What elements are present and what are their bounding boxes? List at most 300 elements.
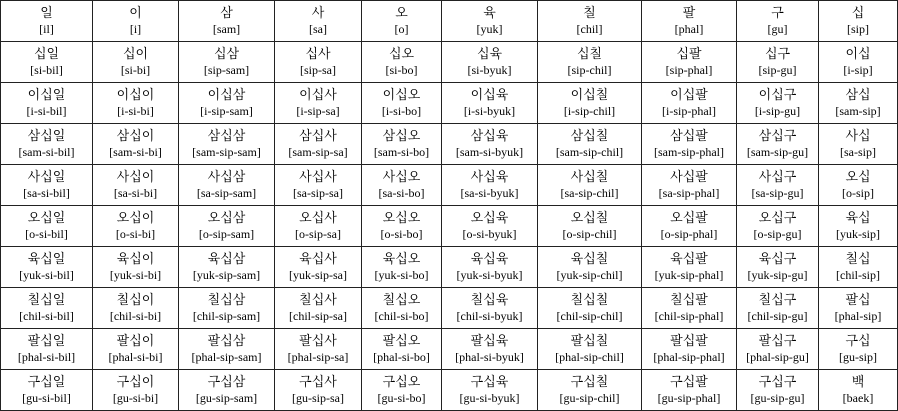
number-cell (538, 1, 642, 42)
number-cell (538, 42, 642, 83)
romanization: [yuk-si-bo] (374, 267, 429, 282)
hangul-numeral: 육십육 (470, 251, 509, 267)
number-cell (538, 370, 642, 411)
hangul-numeral: 삼십육 (470, 128, 509, 144)
hangul-numeral: 이십이 (116, 87, 155, 103)
number-cell (442, 1, 538, 42)
hangul-numeral: 백 (851, 374, 865, 390)
hangul-numeral: 오십일 (27, 210, 66, 226)
romanization: [sam-sip-sa] (288, 144, 348, 159)
hangul-numeral: 삼십이 (116, 128, 155, 144)
number-cell (538, 247, 642, 288)
romanization: [chil-sip-sam] (192, 308, 261, 323)
hangul-numeral: 팔십오 (382, 333, 421, 349)
hangul-numeral: 구십오 (382, 374, 421, 390)
romanization: [phal-si-bi] (108, 349, 163, 364)
romanization: [sip-chil] (567, 62, 612, 77)
hangul-numeral: 구십삼 (207, 374, 246, 390)
number-cell (362, 370, 442, 411)
number-cell (642, 247, 737, 288)
hangul-numeral: 육십 (845, 210, 871, 226)
number-cell (275, 165, 362, 206)
number-cell (93, 206, 179, 247)
number-cell (642, 124, 737, 165)
number-cell (362, 42, 442, 83)
number-cell (642, 206, 737, 247)
hangul-numeral: 이십삼 (207, 87, 246, 103)
hangul-numeral: 팔십육 (470, 333, 509, 349)
hangul-numeral: 팔십삼 (207, 333, 246, 349)
number-cell (442, 329, 538, 370)
number-cell (1, 288, 93, 329)
hangul-numeral: 구 (771, 5, 784, 21)
hangul-numeral: 칠십사 (299, 292, 337, 308)
table-row (1, 288, 898, 329)
romanization: [sam-sip-phal] (654, 144, 724, 159)
number-cell (819, 370, 898, 411)
romanization: [phal-sip] (834, 308, 882, 323)
hangul-numeral: 이십오 (382, 87, 421, 103)
hangul-numeral: 이십육 (470, 87, 509, 103)
romanization: [phal-sip-gu] (746, 349, 809, 364)
number-cell (1, 42, 93, 83)
hangul-numeral: 칠십일 (27, 292, 66, 308)
hangul-numeral: 사십칠 (570, 169, 609, 185)
romanization: [sa-sip] (840, 144, 876, 159)
number-cell (819, 165, 898, 206)
romanization: [baek] (842, 390, 874, 405)
number-cell (1, 165, 93, 206)
romanization: [phal] (674, 21, 704, 36)
number-cell (179, 1, 275, 42)
romanization: [o-si-bil] (25, 226, 68, 241)
romanization: [sam-si-bil] (18, 144, 75, 159)
romanization: [chil-si-bi] (109, 308, 162, 323)
hangul-numeral: 칠십삼 (207, 292, 246, 308)
number-cell (1, 370, 93, 411)
romanization: [si-byuk] (467, 62, 512, 77)
romanization: [phal-si-byuk] (455, 349, 524, 364)
romanization: [o-si-bi] (115, 226, 156, 241)
number-cell (362, 124, 442, 165)
romanization: [phal-sip-chil] (555, 349, 624, 364)
number-cell (93, 1, 179, 42)
number-cell (737, 1, 819, 42)
number-cell (179, 83, 275, 124)
number-cell (93, 370, 179, 411)
hangul-numeral: 칠십육 (470, 292, 509, 308)
hangul-numeral: 십일 (33, 46, 60, 62)
romanization: [phal-si-bo] (373, 349, 430, 364)
number-cell (179, 165, 275, 206)
table-row (1, 370, 898, 411)
number-cell (1, 206, 93, 247)
romanization: [si-bil] (30, 62, 63, 77)
hangul-numeral: 육 (483, 5, 496, 21)
hangul-numeral: 사십구 (758, 169, 797, 185)
romanization: [sip-sa] (300, 62, 336, 77)
hangul-numeral: 사십 (845, 128, 871, 144)
romanization: [yuk-sip-chil] (556, 267, 623, 282)
romanization: [sip-sam] (203, 62, 250, 77)
hangul-numeral: 십구 (764, 46, 791, 62)
number-cell (362, 206, 442, 247)
romanization: [i-si-byuk] (463, 103, 516, 118)
number-cell (642, 1, 737, 42)
romanization: [chil-si-byuk] (456, 308, 523, 323)
number-cell (737, 206, 819, 247)
romanization: [sam-sip] (835, 103, 881, 118)
number-cell (93, 165, 179, 206)
romanization: [yuk-si-bi] (109, 267, 162, 282)
romanization: [o-si-byuk] (462, 226, 517, 241)
table-row (1, 1, 898, 42)
hangul-numeral: 이십칠 (570, 87, 609, 103)
number-cell (819, 83, 898, 124)
romanization: [yuk-si-byuk] (456, 267, 523, 282)
romanization: [yuk-si-bil] (19, 267, 74, 282)
hangul-numeral: 삼십일 (27, 128, 66, 144)
romanization: [gu-sip-gu] (750, 390, 805, 405)
romanization: [sa-si-bo] (378, 185, 425, 200)
hangul-numeral: 팔십 (845, 292, 871, 308)
hangul-numeral: 이 (129, 5, 142, 21)
hangul-numeral: 오십구 (758, 210, 797, 226)
romanization: [sam-si-bi] (109, 144, 162, 159)
number-cell (819, 1, 898, 42)
hangul-numeral: 팔 (682, 5, 696, 21)
number-cell (275, 329, 362, 370)
number-cell (642, 329, 737, 370)
romanization: [gu] (767, 21, 788, 36)
romanization: [sam-sip-sam] (192, 144, 261, 159)
hangul-numeral: 삼십 (845, 87, 871, 103)
table-row (1, 329, 898, 370)
table-row (1, 124, 898, 165)
hangul-numeral: 삼십구 (758, 128, 797, 144)
hangul-numeral: 이십일 (27, 87, 66, 103)
number-cell (362, 329, 442, 370)
number-cell (442, 288, 538, 329)
hangul-numeral: 오십오 (382, 210, 421, 226)
hangul-numeral: 이십 (845, 46, 871, 62)
table-row (1, 83, 898, 124)
romanization: [o-sip-phal] (660, 226, 718, 241)
romanization: [gu-sip-sa] (292, 390, 344, 405)
table-row (1, 42, 898, 83)
hangul-numeral: 구십사 (299, 374, 337, 390)
hangul-numeral: 삼십사 (299, 128, 337, 144)
hangul-numeral: 사십팔 (670, 169, 708, 185)
romanization: [phal-sip-sa] (287, 349, 349, 364)
hangul-numeral: 구십 (845, 333, 871, 349)
table-body (1, 1, 898, 411)
number-cell (275, 247, 362, 288)
hangul-numeral: 사십이 (116, 169, 155, 185)
romanization: [gu-sip-phal] (657, 390, 721, 405)
romanization: [chil-si-bil] (19, 308, 74, 323)
romanization: [i] (129, 21, 142, 36)
romanization: [sam-sip-chil] (555, 144, 624, 159)
romanization: [sa-sip-sam] (196, 185, 257, 200)
number-cell (179, 247, 275, 288)
number-cell (179, 124, 275, 165)
number-cell (538, 83, 642, 124)
hangul-numeral: 십칠 (576, 46, 603, 62)
romanization: [o-sip-chil] (562, 226, 617, 241)
hangul-numeral: 삼십오 (382, 128, 421, 144)
hangul-numeral: 사십사 (299, 169, 337, 185)
hangul-numeral: 오십삼 (207, 210, 246, 226)
table-row (1, 247, 898, 288)
number-cell (275, 124, 362, 165)
hangul-numeral: 칠십이 (116, 292, 155, 308)
number-cell (737, 42, 819, 83)
romanization: [i-sip-phal] (662, 103, 716, 118)
number-cell (442, 83, 538, 124)
table-row (1, 165, 898, 206)
hangul-numeral: 구십육 (470, 374, 509, 390)
romanization: [i-si-bo] (381, 103, 422, 118)
romanization: [i-sip-chil] (563, 103, 616, 118)
hangul-numeral: 육십구 (758, 251, 797, 267)
number-cell (1, 247, 93, 288)
romanization: [o-sip-sam] (198, 226, 255, 241)
hangul-numeral: 일 (40, 5, 53, 21)
number-cell (179, 370, 275, 411)
hangul-numeral: 칠십칠 (570, 292, 609, 308)
romanization: [sip-phal] (665, 62, 713, 77)
hangul-numeral: 칠 (583, 5, 596, 21)
number-cell (275, 42, 362, 83)
hangul-numeral: 칠십오 (382, 292, 421, 308)
number-cell (819, 329, 898, 370)
romanization: [i-si-bil] (26, 103, 67, 118)
number-cell (275, 206, 362, 247)
number-cell (538, 206, 642, 247)
hangul-numeral: 사십육 (470, 169, 509, 185)
number-cell (737, 288, 819, 329)
romanization: [o] (394, 21, 409, 36)
number-cell (819, 42, 898, 83)
hangul-numeral: 삼십삼 (207, 128, 246, 144)
hangul-numeral: 십이 (122, 46, 149, 62)
romanization: [sa-sip-sa] (293, 185, 343, 200)
number-cell (93, 83, 179, 124)
hangul-numeral: 십팔 (676, 46, 702, 62)
romanization: [phal-si-bil] (17, 349, 76, 364)
number-cell (1, 83, 93, 124)
hangul-numeral: 십육 (476, 46, 503, 62)
number-cell (362, 247, 442, 288)
number-cell (179, 329, 275, 370)
romanization: [o-si-bo] (380, 226, 423, 241)
romanization: [i-sip-gu] (754, 103, 801, 118)
hangul-numeral: 팔십팔 (670, 333, 708, 349)
hangul-numeral: 팔십사 (299, 333, 337, 349)
hangul-numeral: 이십팔 (670, 87, 708, 103)
romanization: [si-bi] (120, 62, 151, 77)
number-cell (442, 370, 538, 411)
number-cell (93, 124, 179, 165)
number-cell (93, 329, 179, 370)
table-row (1, 206, 898, 247)
number-cell (538, 165, 642, 206)
hangul-numeral: 이십사 (299, 87, 337, 103)
romanization: [si-bo] (385, 62, 418, 77)
hangul-numeral: 육십일 (27, 251, 66, 267)
romanization: [yuk] (476, 21, 503, 36)
romanization: [yuk-sip-gu] (747, 267, 808, 282)
romanization: [gu-si-bi] (112, 390, 159, 405)
romanization: [gu-sip-sam] (195, 390, 258, 405)
romanization: [o-sip] (842, 185, 874, 200)
romanization: [gu-si-bil] (22, 390, 71, 405)
romanization: [i-si-bi] (117, 103, 154, 118)
hangul-numeral: 칠십팔 (670, 292, 708, 308)
number-cell (442, 247, 538, 288)
number-cell (1, 329, 93, 370)
hangul-numeral: 오십이 (116, 210, 155, 226)
romanization: [sa-sip-chil] (560, 185, 619, 200)
romanization: [sam-si-byuk] (455, 144, 524, 159)
hangul-numeral: 칠십 (845, 251, 871, 267)
number-cell (275, 370, 362, 411)
hangul-numeral: 구십구 (758, 374, 797, 390)
romanization: [i-sip-sam] (200, 103, 253, 118)
number-cell (275, 288, 362, 329)
number-cell (538, 329, 642, 370)
hangul-numeral: 오십 (845, 169, 871, 185)
number-cell (275, 83, 362, 124)
number-cell (642, 42, 737, 83)
hangul-numeral: 육십이 (116, 251, 155, 267)
romanization: [sip] (847, 21, 869, 36)
hangul-numeral: 육십팔 (670, 251, 708, 267)
number-cell (642, 288, 737, 329)
hangul-numeral: 오십칠 (570, 210, 609, 226)
hangul-numeral: 사십오 (382, 169, 421, 185)
number-cell (93, 247, 179, 288)
hangul-numeral: 구십이 (116, 374, 155, 390)
romanization: [sa-si-bi] (113, 185, 158, 200)
number-cell (819, 288, 898, 329)
romanization: [gu-si-byuk] (459, 390, 520, 405)
hangul-numeral: 삼십팔 (670, 128, 708, 144)
hangul-numeral: 구십칠 (570, 374, 609, 390)
number-cell (179, 42, 275, 83)
hangul-numeral: 삼십칠 (570, 128, 609, 144)
romanization: [phal-sip-sam] (191, 349, 262, 364)
romanization: [i-sip] (843, 62, 873, 77)
hangul-numeral: 팔십구 (758, 333, 797, 349)
hangul-numeral: 십삼 (213, 46, 240, 62)
hangul-numeral: 사십일 (27, 169, 66, 185)
romanization: [yuk-sip-phal] (654, 267, 724, 282)
number-cell (819, 206, 898, 247)
romanization: [sam] (212, 21, 241, 36)
romanization: [sam-si-bo] (373, 144, 430, 159)
number-cell (362, 1, 442, 42)
number-cell (362, 83, 442, 124)
hangul-numeral: 육십삼 (207, 251, 246, 267)
romanization: [sip-gu] (758, 62, 797, 77)
hangul-numeral: 오십팔 (670, 210, 708, 226)
hangul-numeral: 이십구 (758, 87, 797, 103)
number-cell (275, 1, 362, 42)
romanization: [sam-sip-gu] (746, 144, 809, 159)
number-cell (442, 124, 538, 165)
romanization: [yuk-sip] (836, 226, 880, 241)
hangul-numeral: 육십오 (382, 251, 421, 267)
romanization: [sa-sip-phal] (658, 185, 720, 200)
romanization: [sa] (309, 21, 327, 36)
romanization: [chil-sip] (836, 267, 880, 282)
romanization: [o-sip-gu] (753, 226, 802, 241)
number-cell (362, 288, 442, 329)
number-cell (1, 124, 93, 165)
number-cell (642, 83, 737, 124)
romanization: [chil] (576, 21, 603, 36)
hangul-numeral: 사 (311, 5, 325, 21)
number-cell (737, 329, 819, 370)
hangul-numeral: 십 (851, 5, 865, 21)
romanization: [il] (39, 21, 54, 36)
romanization: [sa-sip-gu] (751, 185, 804, 200)
number-cell (737, 124, 819, 165)
number-cell (737, 83, 819, 124)
number-cell (362, 165, 442, 206)
romanization: [yuk-sip-sam] (192, 267, 261, 282)
hangul-numeral: 구십팔 (670, 374, 708, 390)
romanization: [o-sip-sa] (295, 226, 341, 241)
romanization: [phal-sip-phal] (653, 349, 725, 364)
number-cell (179, 288, 275, 329)
number-cell (737, 247, 819, 288)
number-cell (93, 42, 179, 83)
number-cell (819, 124, 898, 165)
hangul-numeral: 삼 (220, 5, 233, 21)
number-cell (93, 288, 179, 329)
romanization: [chil-sip-gu] (747, 308, 808, 323)
number-cell (538, 288, 642, 329)
hangul-numeral: 사십삼 (207, 169, 246, 185)
romanization: [gu-sip] (839, 349, 877, 364)
hangul-numeral: 팔십이 (116, 333, 155, 349)
romanization: [sa-si-byuk] (460, 185, 519, 200)
number-cell (737, 165, 819, 206)
hangul-numeral: 오 (395, 5, 408, 21)
romanization: [chil-sip-chil] (556, 308, 623, 323)
romanization: [chil-sip-phal] (654, 308, 724, 323)
number-cell (442, 206, 538, 247)
romanization: [sa-si-bil] (23, 185, 70, 200)
hangul-numeral: 칠십구 (758, 292, 797, 308)
romanization: [chil-sip-sa] (289, 308, 347, 323)
hangul-numeral: 팔십칠 (570, 333, 609, 349)
romanization: [chil-si-bo] (374, 308, 429, 323)
hangul-numeral: 오십사 (299, 210, 337, 226)
hangul-numeral: 육십칠 (570, 251, 609, 267)
hangul-numeral: 육십사 (299, 251, 337, 267)
number-cell (819, 247, 898, 288)
hangul-numeral: 오십육 (470, 210, 509, 226)
number-cell (642, 165, 737, 206)
romanization: [i-sip-sa] (296, 103, 340, 118)
hangul-numeral: 구십일 (27, 374, 66, 390)
romanization: [yuk-sip-sa] (289, 267, 347, 282)
number-cell (737, 370, 819, 411)
